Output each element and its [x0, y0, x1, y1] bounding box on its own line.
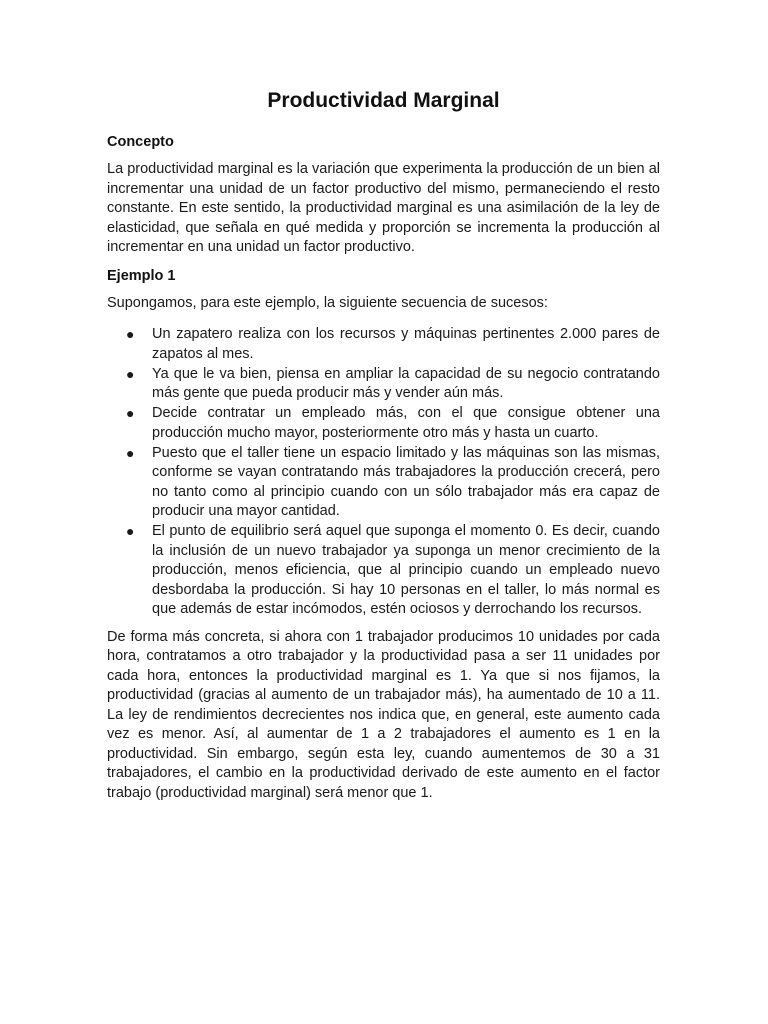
ejemplo-conclusion-paragraph: De forma más concreta, si ahora con 1 trabajador producimos 10 unidades por cada hora, contratamos a otro trabajador y la productividad pasa a ser 11 unidades por cada hora, entonces la productividad marginal es 1. Ya que si nos fijamos, la productividad (gracias al aumento de un trabajador más), ha aumentado de 10 a 11. La ley de rendimientos decrecientes nos indica que, en general, este aumento cada vez es menor. Así, al aumentar de 1 a 2 trabajadores el aumento es 1 en la productividad. Sin embargo, según esta ley, cuando aumentemos de 30 a 31 trabajadores, el cambio en la productividad derivado de este aumento en el factor trabajo (productividad marginal) será menor que 1.	[107, 628, 660, 801]
list-item	[107, 444, 660, 522]
list-item	[107, 365, 660, 404]
section-ejemplo-1	[107, 267, 660, 804]
list-item	[107, 325, 660, 364]
list-item-text: Decide contratar un empleado más, con el que consigue obtener una producción mucho mayor, posteriormente otro más y hasta un cuarto.	[152, 405, 660, 441]
ejemplo-intro: Supongamos, para este ejemplo, la siguiente secuencia de sucesos:	[107, 294, 548, 311]
bullet-icon: ●	[126, 523, 135, 540]
section-heading-concepto: Concepto	[107, 134, 174, 151]
list-item-text: El punto de equilibrio será aquel que suponga el momento 0. Es decir, cuando la inclusión de un nuevo trabajador ya suponga un menor crecimiento de la producción, menos eficiencia, que al principio cuando un empleado nuevo desbordaba la producción. Si hay 10 personas en el taller, lo más normal es que además de estar incómodos, estén ociosos y derrochando los recursos.	[152, 523, 660, 618]
bullet-icon: ●	[126, 444, 135, 461]
document-page	[107, 88, 660, 803]
bullet-icon: ●	[126, 405, 135, 422]
list-item-text: Ya que le va bien, piensa en ampliar la capacidad de su negocio contratando más gente que pueda producir más y vender aún más.	[152, 365, 660, 402]
sequence-list	[107, 325, 660, 620]
list-item	[107, 522, 660, 620]
bullet-icon: ●	[126, 326, 135, 343]
concepto-paragraph: La productividad marginal es la variación que experimenta la producción de un bien al incrementar una unidad de un factor productivo del mismo, permaneciendo el resto constante. En este sentido, la productividad marginal es una asimilación de la ley de elasticidad, que señala en qué medida y proporción se incrementa la producción al incrementar en una unidad un factor productivo.	[107, 161, 660, 256]
page-title: Productividad Marginal	[267, 89, 500, 112]
list-item-text: Puesto que el taller tiene un espacio limitado y las máquinas son las mismas, conforme se vayan contratando más trabajadores la producción crecerá, pero no tanto como al principio cuando con un sólo trabajador más era capaz de producir una mayor cantidad.	[152, 444, 660, 520]
list-item	[107, 404, 660, 443]
section-concepto	[107, 133, 660, 258]
bullet-icon: ●	[126, 365, 135, 382]
list-item-text: Un zapatero realiza con los recursos y máquinas pertinentes 2.000 pares de zapatos al mes.	[152, 326, 660, 362]
section-heading-ejemplo-1: Ejemplo 1	[107, 267, 176, 284]
